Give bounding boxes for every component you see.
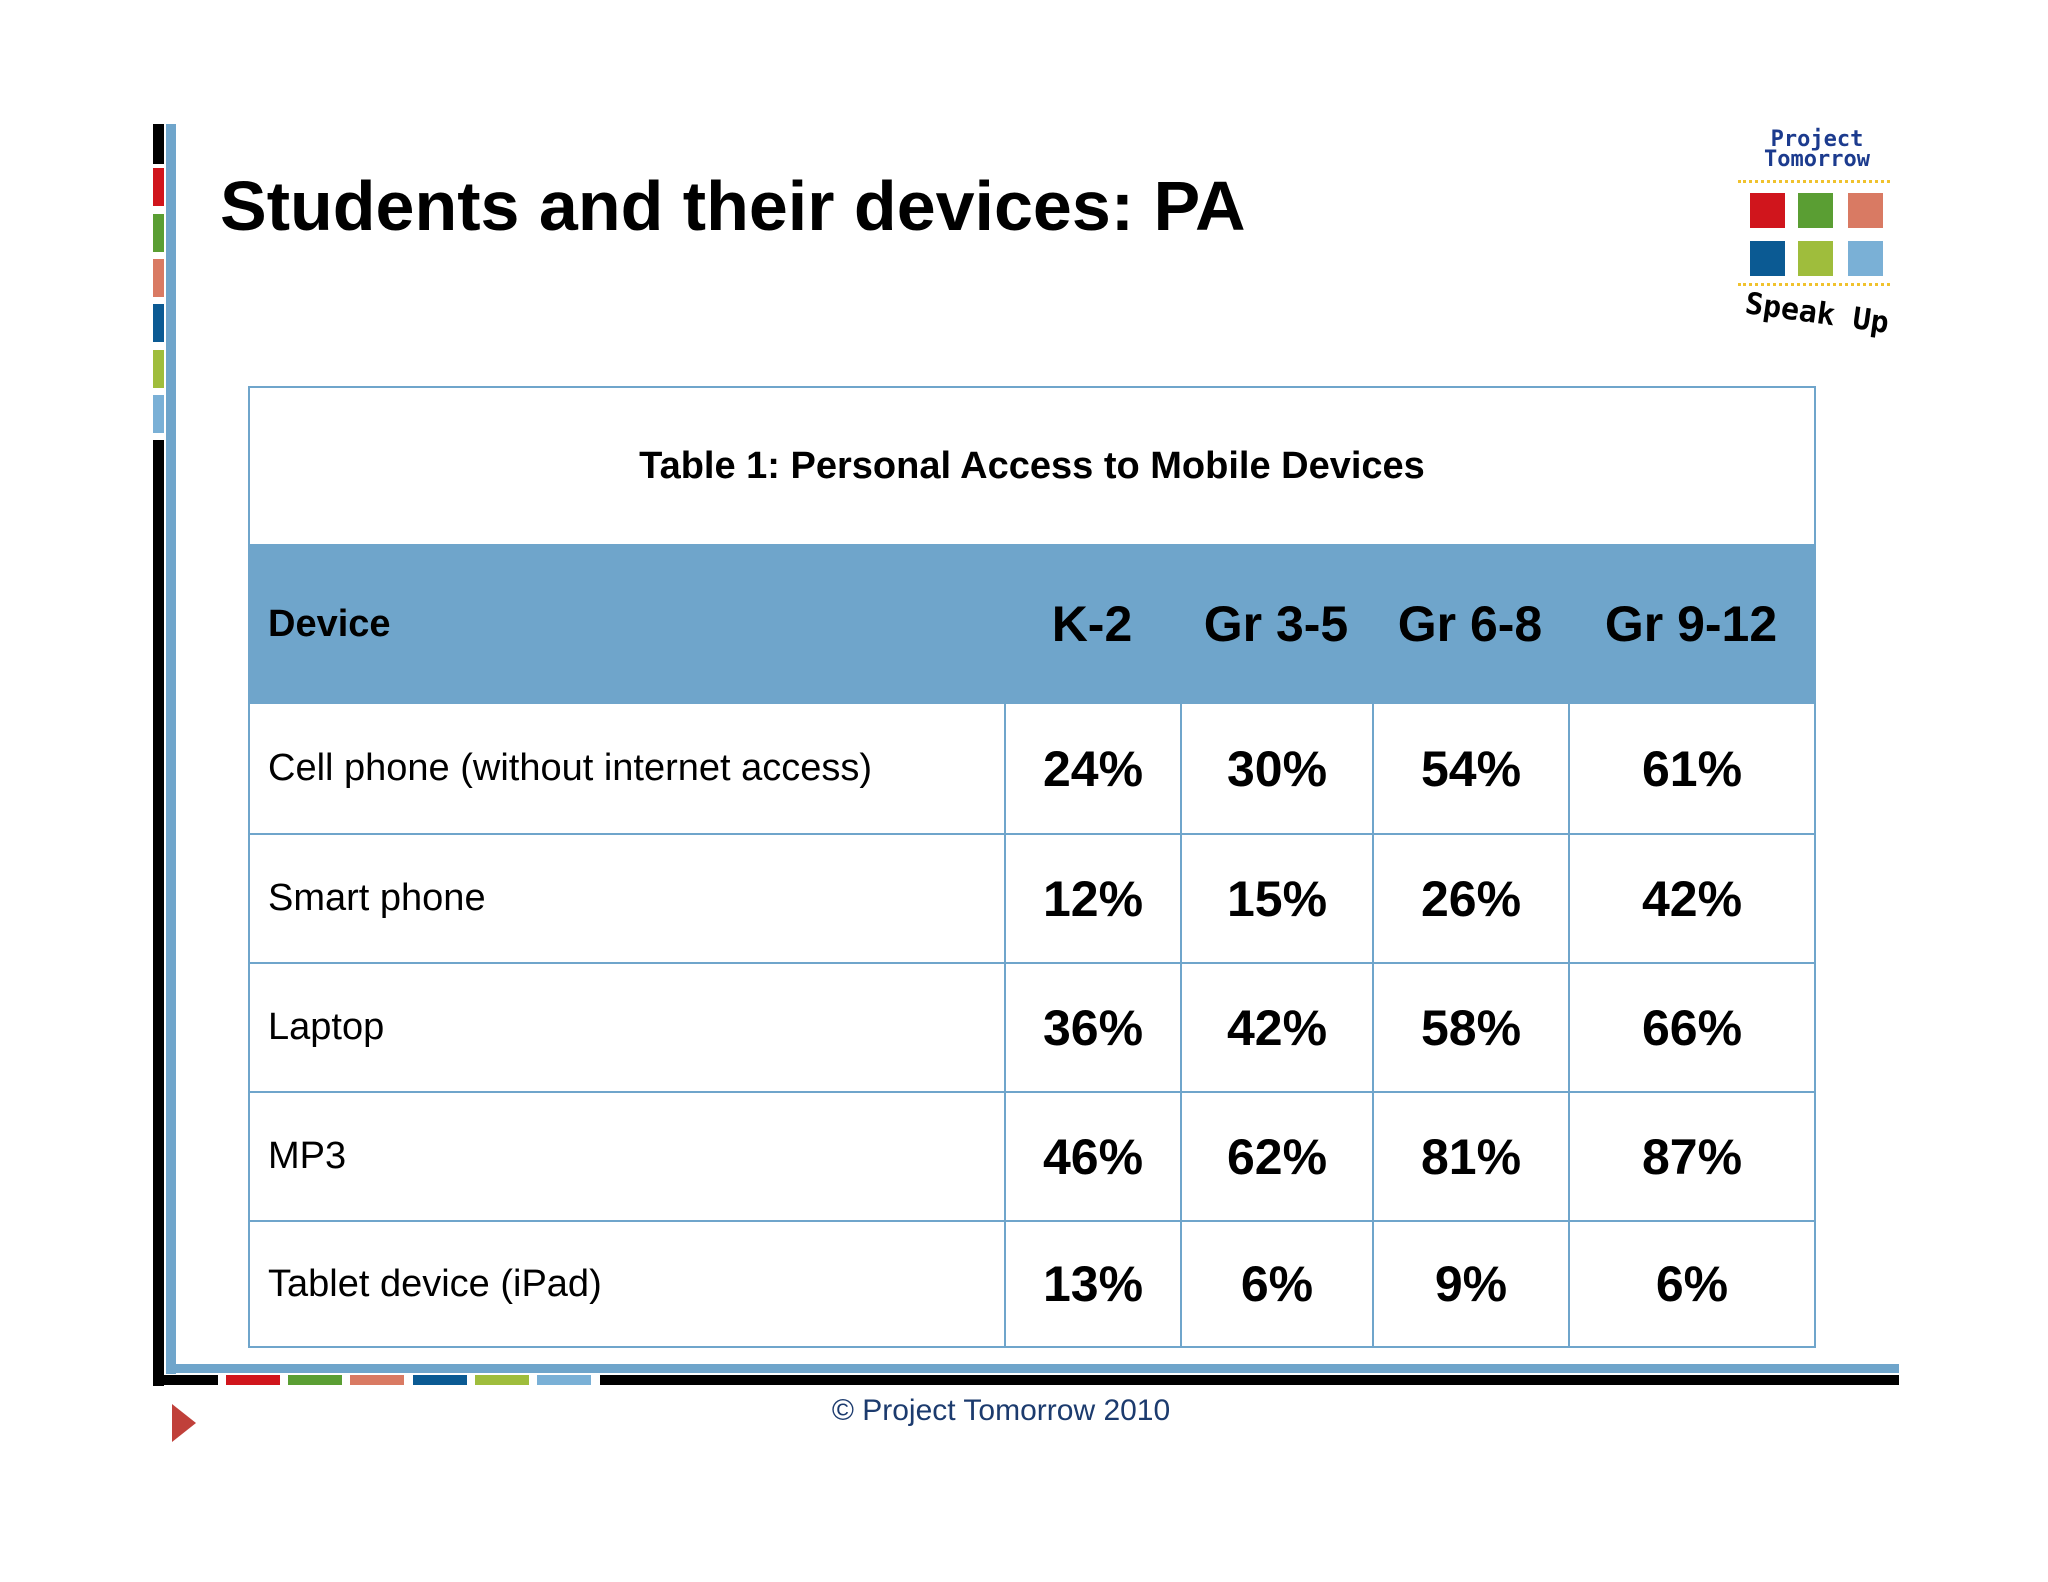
logo-tagline: Speak Up [1743,286,1891,341]
value-cell: 36% [1004,964,1180,1091]
frame-left-stripe [153,259,164,297]
footer-copyright-text: © Project Tomorrow 2010 [831,1394,1171,1427]
value-cell: 6% [1180,1222,1372,1346]
table-row [250,1220,1814,1346]
value-cell: 24% [1004,704,1180,833]
logo-line-1: Project [1770,127,1864,152]
logo-line-2: Tomorrow [1764,147,1870,172]
value-cell: 9% [1372,1222,1568,1346]
frame-left-stripe [153,304,164,342]
logo-square [1848,193,1883,228]
value-cell: 58% [1372,964,1568,1091]
table-row [250,1091,1814,1220]
value-cell: 54% [1372,704,1568,833]
device-label: Cell phone (without internet access) [268,747,873,789]
table-row [250,962,1814,1091]
logo-square [1848,241,1883,276]
column-header-device: Device [268,602,391,645]
slide-title: Students and their devices: PA [220,167,1246,245]
frame-bottom-stripe [350,1375,404,1385]
column-header-grade: Gr 9-12 [1604,596,1778,652]
device-label: MP3 [268,1135,347,1177]
table-header-row [250,544,1814,704]
logo-square [1750,193,1785,228]
value-cell: 62% [1180,1093,1372,1220]
frame-left-accent [166,124,176,1374]
project-tomorrow-logo [1732,126,1902,356]
device-label: Smart phone [268,877,486,919]
logo-square [1798,193,1833,228]
value-cell: 26% [1372,835,1568,962]
frame-bottom-stripe [288,1375,342,1385]
frame-left-stripe [153,214,164,252]
column-header-grade: Gr 3-5 [1203,596,1349,652]
value-cell: 13% [1004,1222,1180,1346]
table-title: Table 1: Personal Access to Mobile Devices [639,444,1425,487]
column-header-grade: K-2 [1051,596,1133,652]
value-cell: 6% [1568,1222,1814,1346]
frame-bottom-stripe [475,1375,529,1385]
frame-left-stripe [153,395,164,433]
table-row [250,833,1814,962]
value-cell: 81% [1372,1093,1568,1220]
frame-bottom-stripe [537,1375,591,1385]
value-cell: 87% [1568,1093,1814,1220]
footer-copyright [0,1394,2048,1428]
column-header-grade: Gr 6-8 [1397,596,1543,652]
frame-left-stripe [153,168,164,206]
device-label: Laptop [268,1006,385,1048]
value-cell: 15% [1180,835,1372,962]
logo-wordmark [1732,127,1902,172]
value-cell: 46% [1004,1093,1180,1220]
frame-bottom-stripe [226,1375,280,1385]
value-cell: 12% [1004,835,1180,962]
table-row [250,704,1814,833]
logo-squares [1738,180,1890,286]
value-cell: 66% [1568,964,1814,1091]
frame-left-stripe [153,350,164,388]
value-cell: 61% [1568,704,1814,833]
value-cell: 42% [1180,964,1372,1091]
frame-bottom-accent [166,1364,1899,1373]
device-label: Tablet device (iPad) [268,1262,602,1305]
value-cell: 42% [1568,835,1814,962]
frame-bottom-stripe [413,1375,467,1385]
logo-square [1750,241,1785,276]
value-cell: 30% [1180,704,1372,833]
logo-square [1798,241,1833,276]
device-access-table [248,386,1816,1348]
